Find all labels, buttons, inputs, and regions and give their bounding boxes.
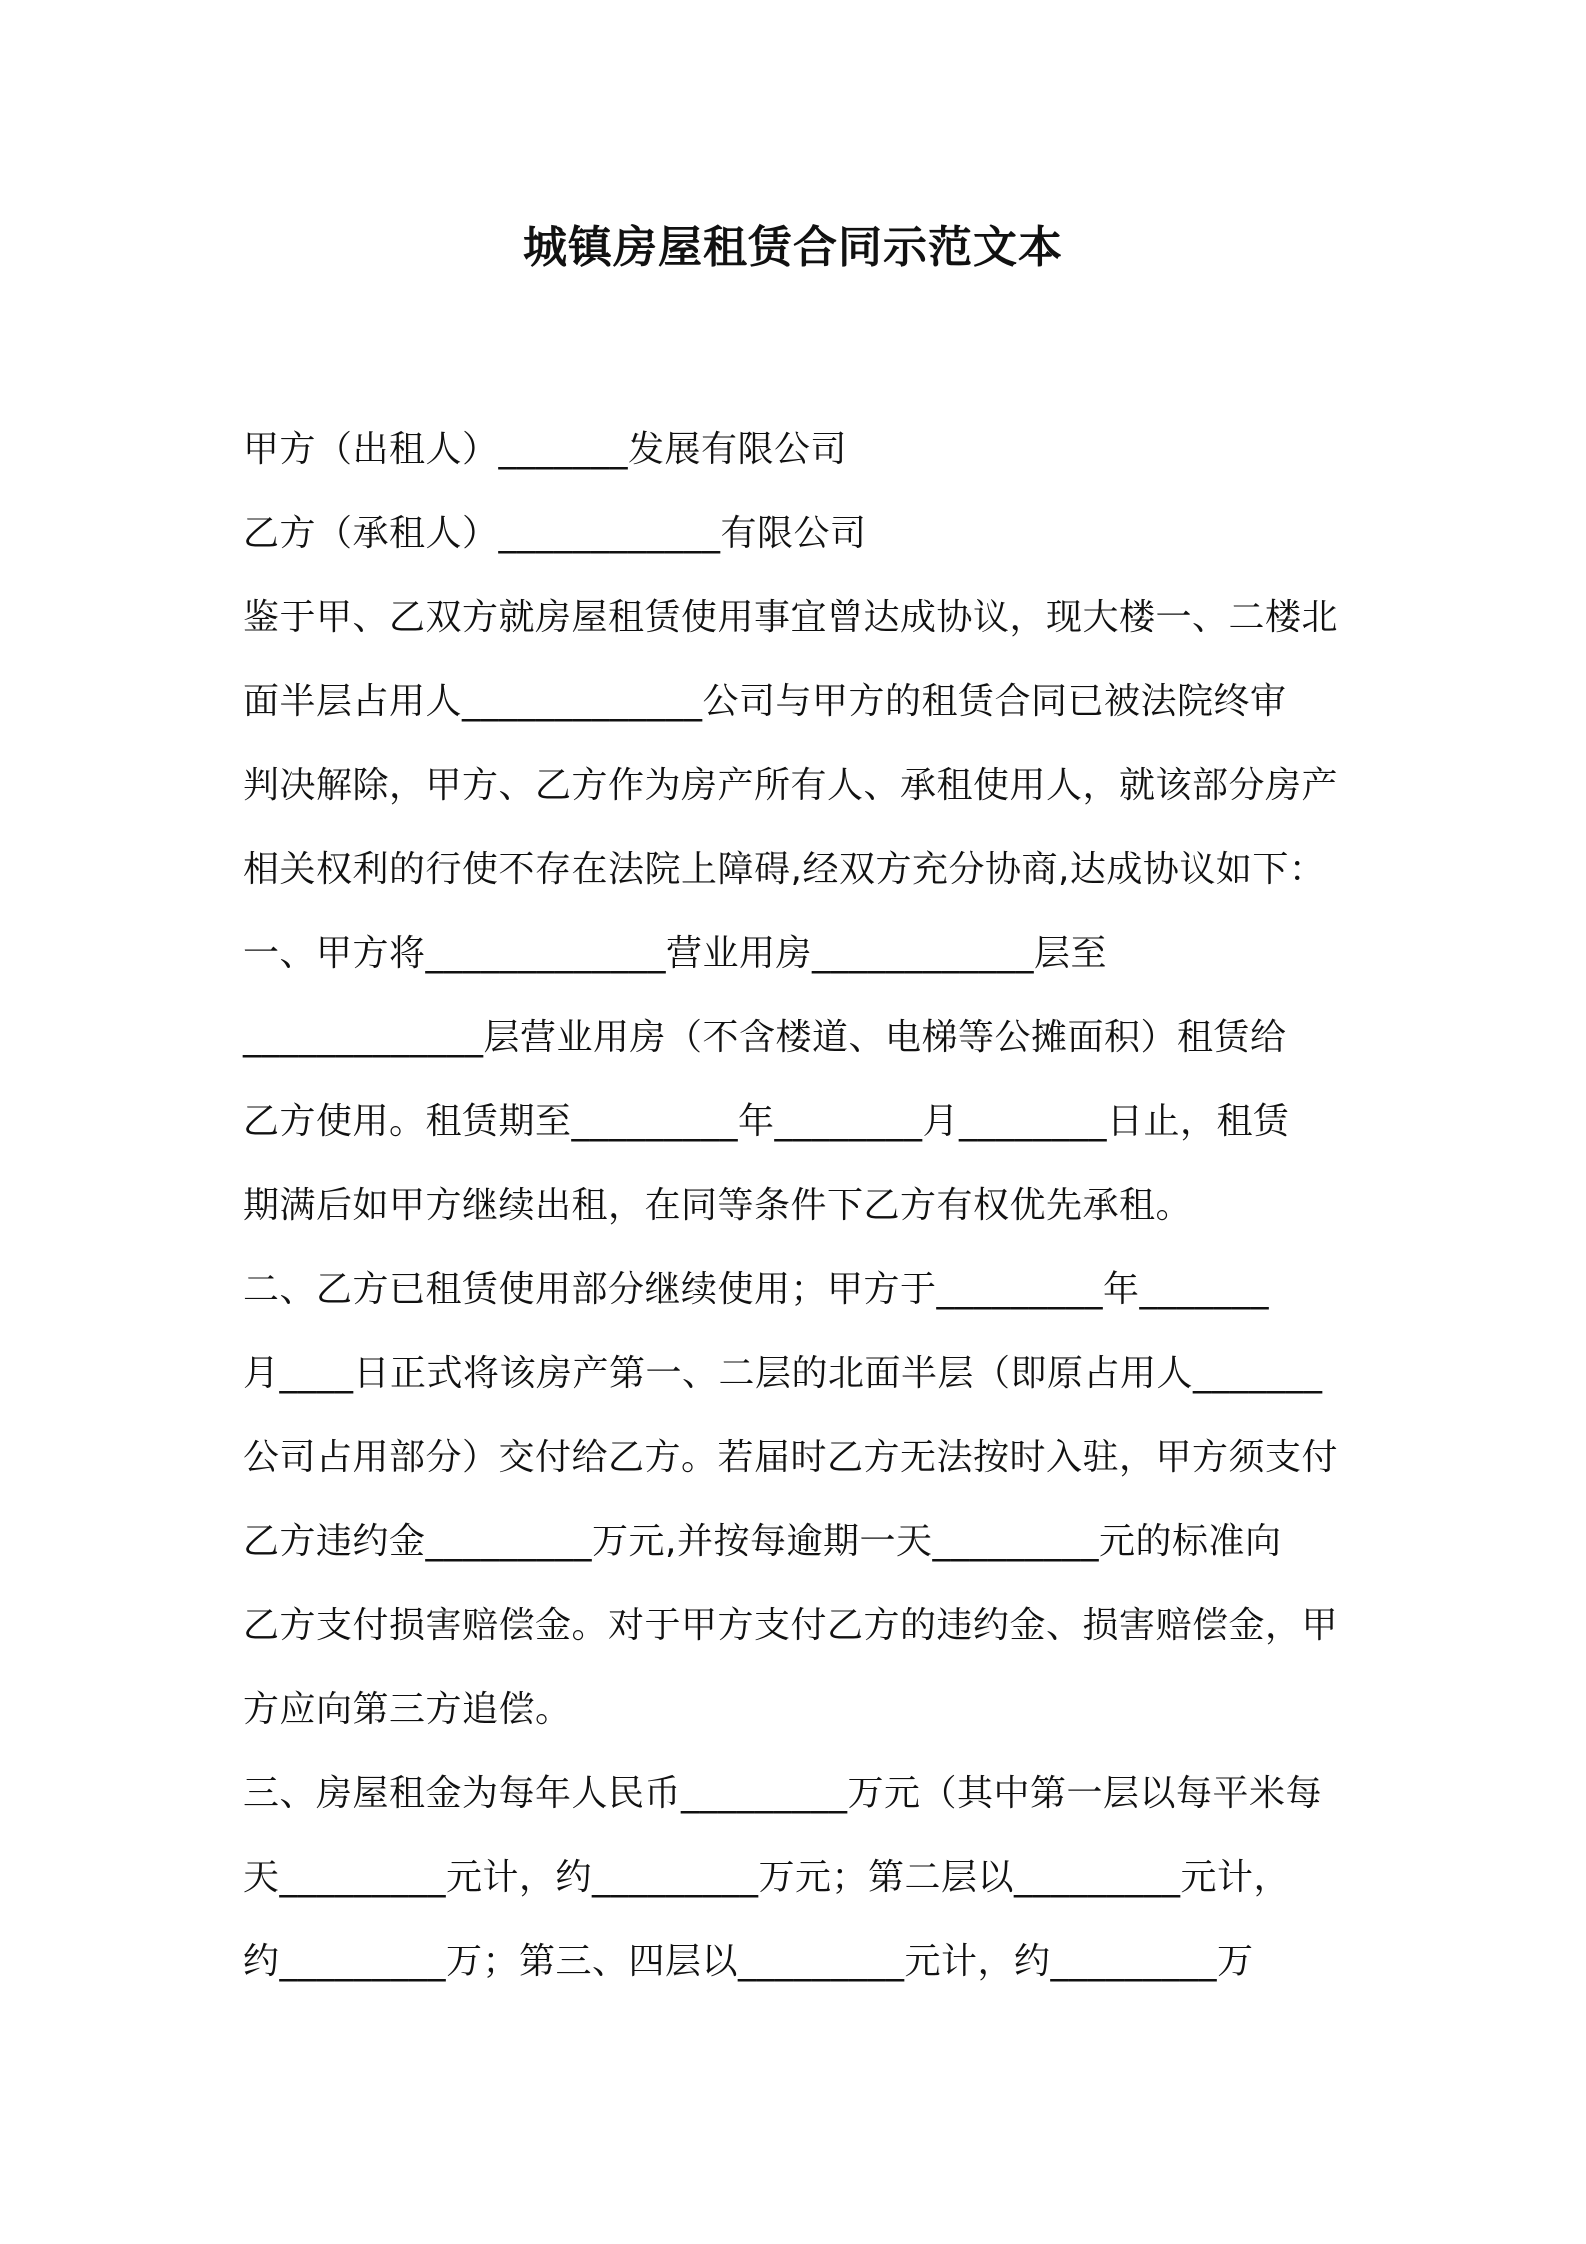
document-title: 城镇房屋租赁合同示范文本 xyxy=(523,222,1063,273)
clause-one-line: 乙方使用。租赁期至_________年________月________日止，租赁 xyxy=(243,1101,1290,1142)
preamble-line: 面半层占用人_____________公司与甲方的租赁合同已被法院终审 xyxy=(243,681,1287,722)
clause-one-line: _____________层营业用房（不含楼道、电梯等公摊面积）租赁给 xyxy=(243,1017,1287,1058)
clause-two-line: 月____日正式将该房产第一、二层的北面半层（即原占用人_______ xyxy=(243,1353,1323,1394)
clause-three-line: 约_________万；第三、四层以_________元计，约_________万 xyxy=(243,1941,1254,1982)
preamble-line: 鉴于甲、乙双方就房屋租赁使用事宜曾达成协议，现大楼一、二楼北 xyxy=(243,597,1339,638)
clause-two-line: 乙方违约金_________万元,并按每逾期一天_________元的标准向 xyxy=(243,1521,1282,1562)
party-b-line: 乙方（承租人）____________有限公司 xyxy=(243,513,867,554)
clause-one-line: 期满后如甲方继续出租，在同等条件下乙方有权优先承租。 xyxy=(243,1185,1193,1226)
clause-one-line: 一、甲方将_____________营业用房____________层至 xyxy=(243,933,1108,974)
document-body xyxy=(243,408,1363,2004)
clause-two-line: 二、乙方已租赁使用部分继续使用；甲方于_________年_______ xyxy=(243,1269,1270,1310)
clause-three-line: 天_________元计，约_________万元；第二层以_________元计， xyxy=(243,1857,1291,1898)
clause-two-line: 方应向第三方追偿。 xyxy=(243,1689,572,1730)
clause-two-line: 公司占用部分）交付给乙方。若届时乙方无法按时入驻，甲方须支付 xyxy=(243,1437,1339,1478)
clause-three-line: 三、房屋租金为每年人民币_________万元（其中第一层以每平米每 xyxy=(243,1773,1323,1814)
clause-two-line: 乙方支付损害赔偿金。对于甲方支付乙方的违约金、损害赔偿金，甲 xyxy=(243,1605,1339,1646)
preamble-line: 判决解除，甲方、乙方作为房产所有人、承租使用人，就该部分房产 xyxy=(243,765,1339,806)
preamble-line: 相关权利的行使不存在法院上障碍,经双方充分协商,达成协议如下： xyxy=(243,849,1326,890)
party-a-line: 甲方（出租人）_______发展有限公司 xyxy=(243,429,848,470)
